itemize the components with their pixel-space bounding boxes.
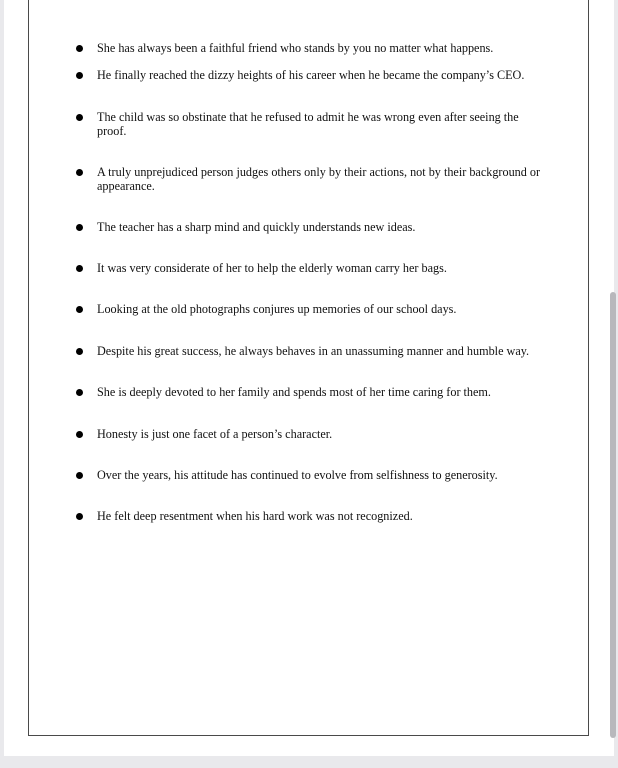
list-item-text: A truly unprejudiced person judges others only by their actions, not by their background or appearance. (97, 165, 541, 193)
list-item (76, 261, 546, 275)
list-item-text: She has always been a faithful friend who stands by you no matter what happens. (97, 41, 494, 55)
list-item (76, 220, 546, 234)
list-item-text: Looking at the old photographs conjures up memories of our school days. (97, 302, 457, 316)
list-item (76, 165, 546, 193)
list-item (76, 468, 546, 482)
bullet-icon (76, 72, 83, 79)
list-item (76, 68, 546, 82)
bullet-icon (76, 169, 83, 176)
bullet-icon (76, 224, 83, 231)
list-item (76, 427, 546, 441)
document-page (4, 0, 614, 756)
list-item-text: Despite his great success, he always behaves in an unassuming manner and humble way. (97, 344, 530, 358)
list-item-text: Over the years, his attitude has continued to evolve from selfishness to generosity. (97, 468, 498, 482)
list-item (76, 344, 546, 358)
list-item-text: The child was so obstinate that he refused to admit he was wrong even after seeing the proof. (97, 110, 519, 138)
vertical-scrollbar[interactable] (610, 292, 616, 738)
list-item-text: He finally reached the dizzy heights of his career when he became the company’s CEO. (97, 68, 525, 82)
list-item-text: The teacher has a sharp mind and quickly understands new ideas. (97, 220, 416, 234)
bullet-icon (76, 306, 83, 313)
list-item-text: He felt deep resentment when his hard work was not recognized. (97, 509, 413, 523)
bullet-icon (76, 45, 83, 52)
bullet-icon (76, 472, 83, 479)
list-item (76, 110, 546, 138)
list-item-text: She is deeply devoted to her family and spends most of her time caring for them. (97, 385, 491, 399)
list-item-text: Honesty is just one facet of a person’s character. (97, 427, 333, 441)
list-item (76, 385, 546, 399)
list-item-text: It was very considerate of her to help the elderly woman carry her bags. (97, 261, 447, 275)
bullet-icon (76, 265, 83, 272)
bullet-icon (76, 114, 83, 121)
bullet-icon (76, 389, 83, 396)
bullet-icon (76, 513, 83, 520)
list-item (76, 41, 546, 55)
bullet-icon (76, 431, 83, 438)
list-item (76, 509, 546, 523)
list-item (76, 302, 546, 316)
bullet-icon (76, 348, 83, 355)
